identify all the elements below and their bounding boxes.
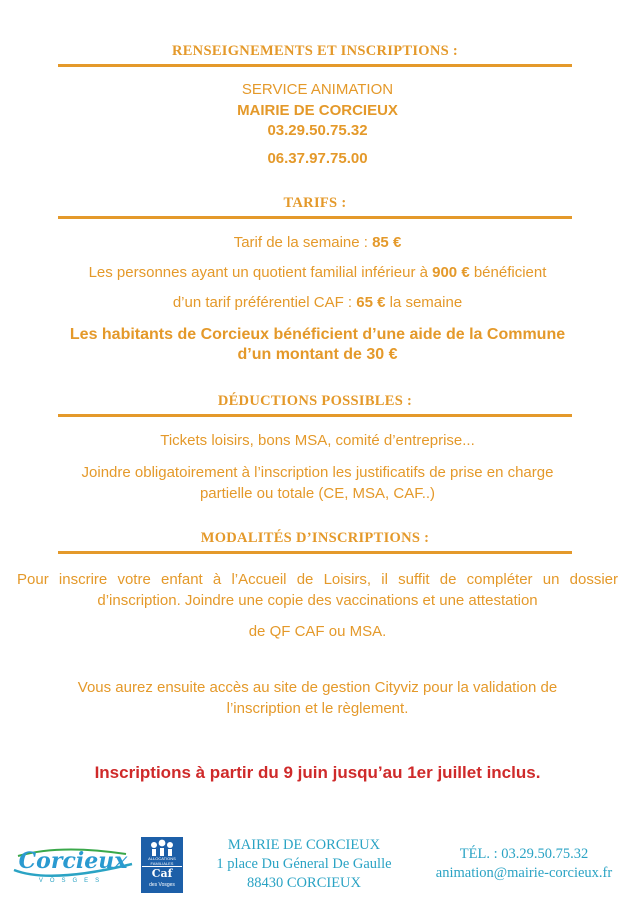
tarif-caf-text2: la semaine bbox=[385, 294, 463, 311]
service-name: SERVICE ANIMATION bbox=[241, 81, 394, 98]
caf-alloc-text bbox=[142, 856, 182, 866]
modalites-para1-last: de QF CAF ou MSA. bbox=[248, 623, 387, 640]
mairie-name: MAIRIE DE CORCIEUX bbox=[237, 102, 398, 119]
caf-logo bbox=[141, 837, 183, 893]
tarif-qf bbox=[0, 263, 635, 283]
tarif-semaine-label: Tarif de la semaine : bbox=[233, 234, 373, 251]
footer-address bbox=[193, 836, 415, 893]
modalites-para2-line2: l’inscription et le règlement. bbox=[226, 700, 409, 717]
footer-address-line3: 88430 CORCIEUX bbox=[247, 875, 361, 891]
corcieux-logo bbox=[10, 840, 135, 890]
deductions-line1: Tickets loisirs, bons MSA, comité d’entreprise... bbox=[160, 432, 475, 449]
tarif-caf-text1: d’un tarif préférentiel CAF : bbox=[172, 294, 357, 311]
corcieux-logo-text: Corcieux bbox=[18, 848, 128, 874]
footer-email[interactable]: animation@mairie-corcieux.fr bbox=[435, 865, 613, 881]
aide-commune-line2: d’un montant de 30 € bbox=[237, 346, 398, 363]
phone-1: 03.29.50.75.32 bbox=[267, 122, 368, 139]
tarif-qf-text1: Les personnes ayant un quotient familial inférieur à bbox=[88, 264, 433, 281]
caf-alloc-line2: FAMILIALES bbox=[150, 861, 174, 866]
tarif-qf-threshold: 900 € bbox=[432, 264, 470, 281]
deductions-line3: partielle ou totale (CE, MSA, CAF..) bbox=[199, 485, 436, 502]
footer-address-line2: 1 place Du Géneral De Gaulle bbox=[216, 856, 392, 872]
footer-tel: TÉL. : 03.29.50.75.32 bbox=[459, 846, 589, 862]
corcieux-logo-sub: VOSGES bbox=[38, 878, 107, 884]
section-title-tarifs: TARIFS : bbox=[58, 195, 572, 219]
inscriptions-dates: Inscriptions à partir du 9 juin jusqu’au 1er juillet inclus. bbox=[94, 763, 541, 782]
caf-alloc-line1: ALLOCATIONS bbox=[148, 856, 176, 861]
modalites-para2-line1: Vous aurez ensuite accès au site de gestion Cityviz pour la validation de bbox=[77, 679, 558, 696]
tarif-caf bbox=[0, 293, 635, 313]
phone-2: 06.37.97.75.00 bbox=[267, 150, 368, 167]
footer-contact bbox=[418, 845, 630, 883]
tarif-semaine-price: 85 € bbox=[372, 234, 402, 251]
tarif-caf-price: 65 € bbox=[356, 294, 386, 311]
section-title-deductions: DÉDUCTIONS POSSIBLES : bbox=[58, 393, 572, 417]
caf-family-icon bbox=[142, 838, 182, 858]
deductions-line2: Joindre obligatoirement à l’inscription les justificatifs de prise en charge bbox=[81, 464, 554, 481]
section-title-modalites: MODALITÉS D’INSCRIPTIONS : bbox=[58, 530, 572, 554]
aide-commune-line1: Les habitants de Corcieux bénéficient d’une aide de la Commune bbox=[69, 326, 566, 343]
caf-logo-bottom bbox=[142, 867, 182, 893]
section-title-renseignements: RENSEIGNEMENTS ET INSCRIPTIONS : bbox=[58, 43, 572, 67]
tarif-qf-text2: bénéficient bbox=[469, 264, 547, 281]
caf-logo-top bbox=[142, 838, 182, 866]
tarif-semaine bbox=[0, 233, 635, 253]
footer-address-line1: MAIRIE DE CORCIEUX bbox=[227, 837, 381, 853]
caf-dept: des Vosges bbox=[149, 882, 175, 888]
caf-brand: Caf bbox=[151, 867, 173, 880]
modalites-para1: Pour inscrire votre enfant à l’Accueil de Loisirs, il suffit de compléter un dossier d’inscription. Joindre une copie des vaccinations et une attestation bbox=[17, 571, 618, 609]
